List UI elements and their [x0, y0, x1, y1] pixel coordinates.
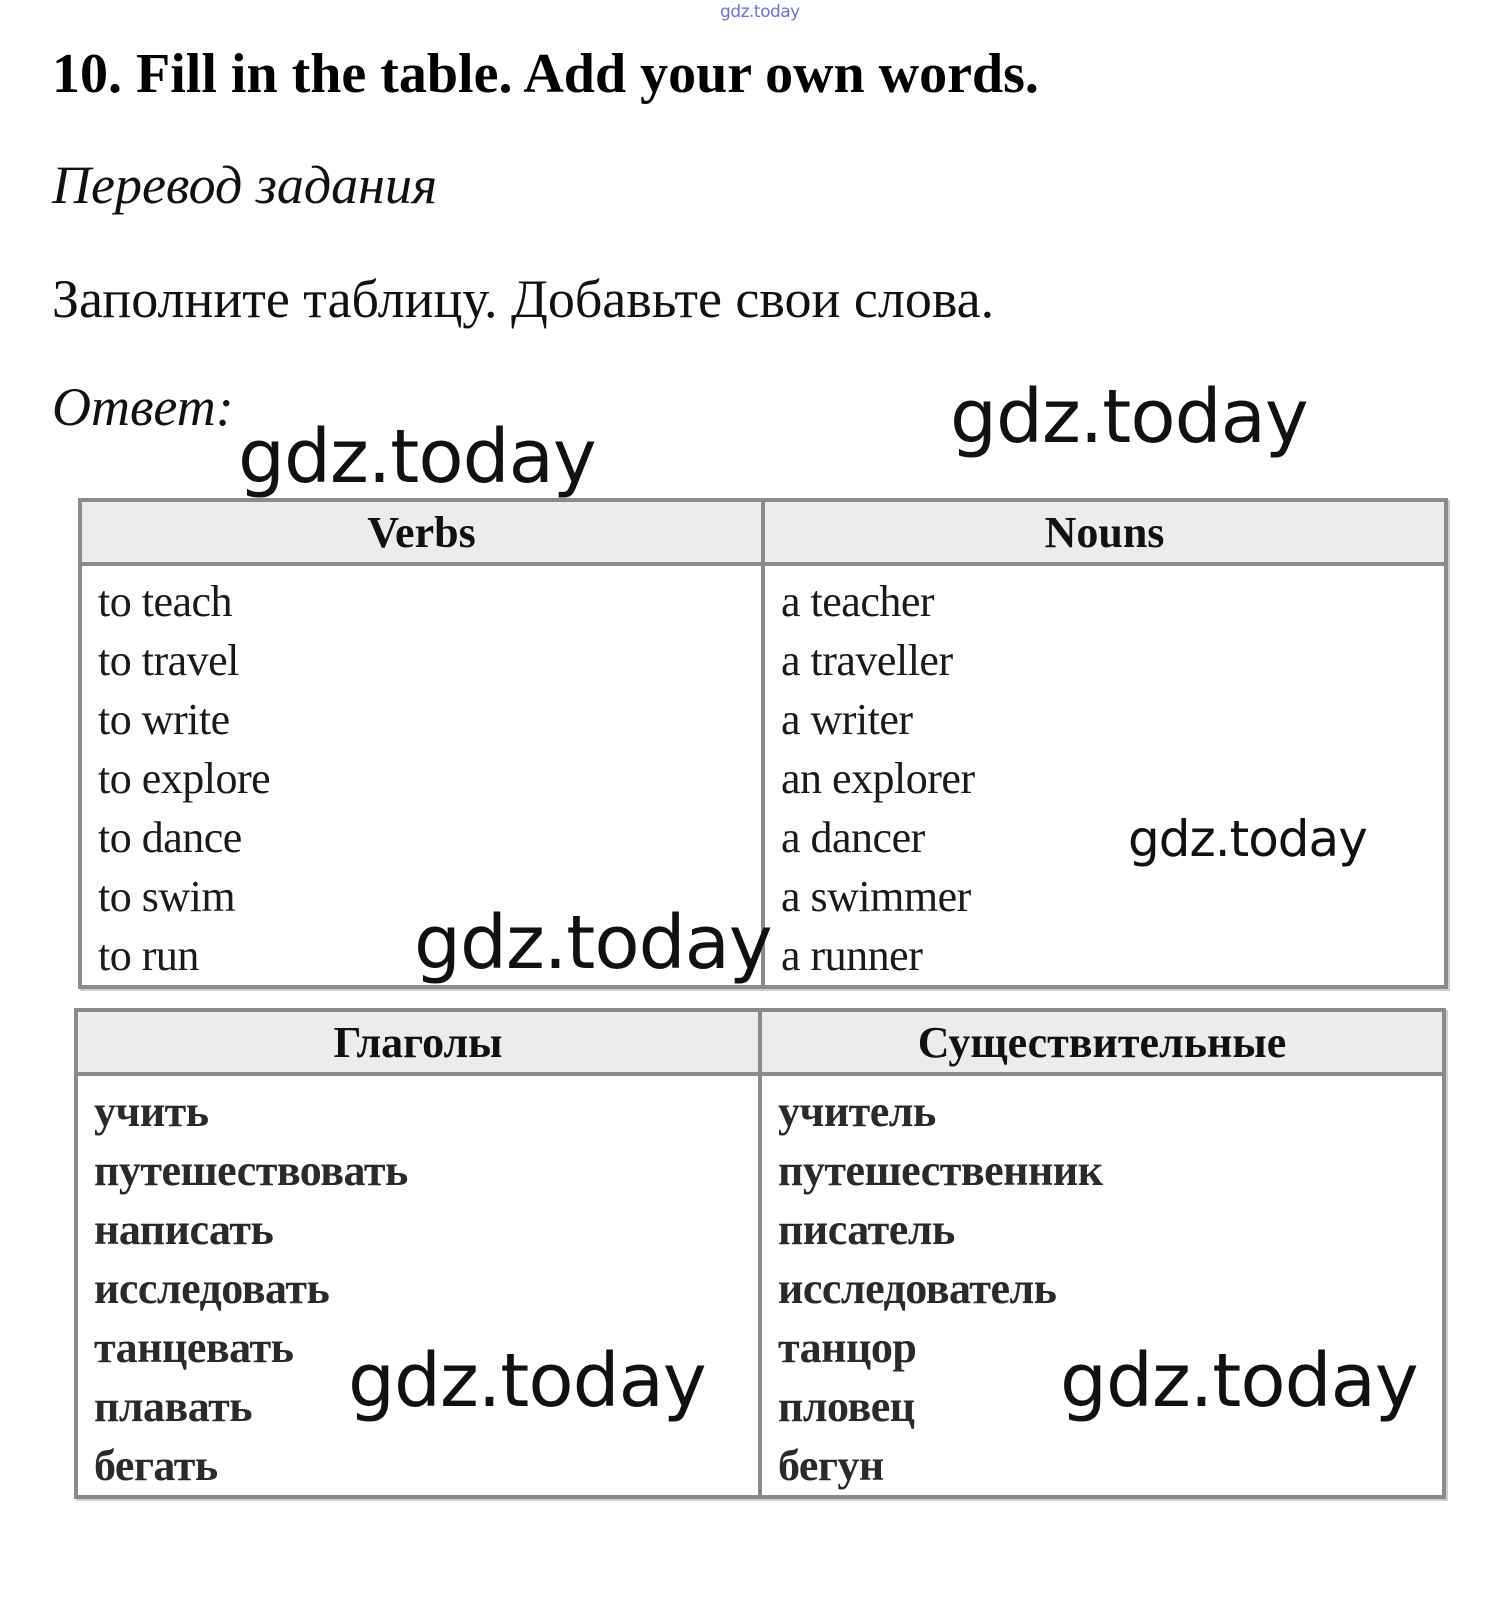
verb-ru-item: бегать: [94, 1441, 218, 1490]
noun-ru-item: пловец: [778, 1382, 915, 1431]
verb-item: to explore: [98, 754, 271, 803]
table-row: [76, 1074, 1444, 1497]
task-title: 10. Fill in the table. Add your own words.: [52, 43, 1039, 105]
noun-item: a swimmer: [781, 872, 971, 921]
russian-word-table: [74, 1008, 1446, 1499]
table-header-row: [80, 500, 1446, 564]
verbs-ru-column: [76, 1074, 760, 1497]
noun-item: a traveller: [781, 636, 953, 685]
noun-ru-item: писатель: [778, 1205, 955, 1254]
watermark-text: gdz.today: [950, 374, 1308, 460]
verb-item: to run: [98, 931, 199, 980]
nouns-column: [763, 564, 1446, 987]
watermark-text: gdz.today: [238, 414, 596, 500]
noun-item: a teacher: [781, 577, 935, 626]
noun-item: an explorer: [781, 754, 975, 803]
verb-item: to write: [98, 695, 230, 744]
verb-ru-item: плавать: [94, 1382, 253, 1431]
verb-item: to swim: [98, 872, 236, 921]
noun-ru-item: учитель: [778, 1087, 936, 1136]
verb-item: to dance: [98, 813, 242, 862]
verb-ru-item: танцевать: [94, 1323, 294, 1372]
top-watermark: gdz.today: [720, 2, 800, 22]
noun-item: a writer: [781, 695, 913, 744]
nouns-header: Nouns: [763, 500, 1446, 564]
answer-label: Ответ:: [52, 377, 234, 437]
verb-ru-item: учить: [94, 1087, 209, 1136]
watermark-text: gdz.today: [1060, 1338, 1418, 1424]
verb-item: to travel: [98, 636, 239, 685]
verb-ru-item: написать: [94, 1205, 274, 1254]
noun-ru-item: танцор: [778, 1323, 917, 1372]
verb-item: to teach: [98, 577, 233, 626]
table-header-row: [76, 1010, 1444, 1074]
watermark-text: gdz.today: [1128, 810, 1367, 868]
watermark-text: gdz.today: [348, 1338, 706, 1424]
noun-ru-item: исследователь: [778, 1264, 1057, 1313]
nouns-ru-header: Существительные: [760, 1010, 1444, 1074]
watermark-text: gdz.today: [414, 900, 772, 986]
nouns-ru-column: [760, 1074, 1444, 1497]
verbs-ru-header: Глаголы: [76, 1010, 760, 1074]
noun-ru-item: путешественник: [778, 1146, 1103, 1195]
noun-item: a runner: [781, 931, 923, 980]
verb-ru-item: путешествовать: [94, 1146, 408, 1195]
verb-ru-item: исследовать: [94, 1264, 330, 1313]
translation-text: Заполните таблицу. Добавьте свои слова.: [52, 269, 995, 329]
noun-ru-item: бегун: [778, 1441, 884, 1490]
translation-heading: Перевод задания: [52, 155, 438, 215]
verbs-header: Verbs: [80, 500, 763, 564]
noun-item: a dancer: [781, 813, 925, 862]
